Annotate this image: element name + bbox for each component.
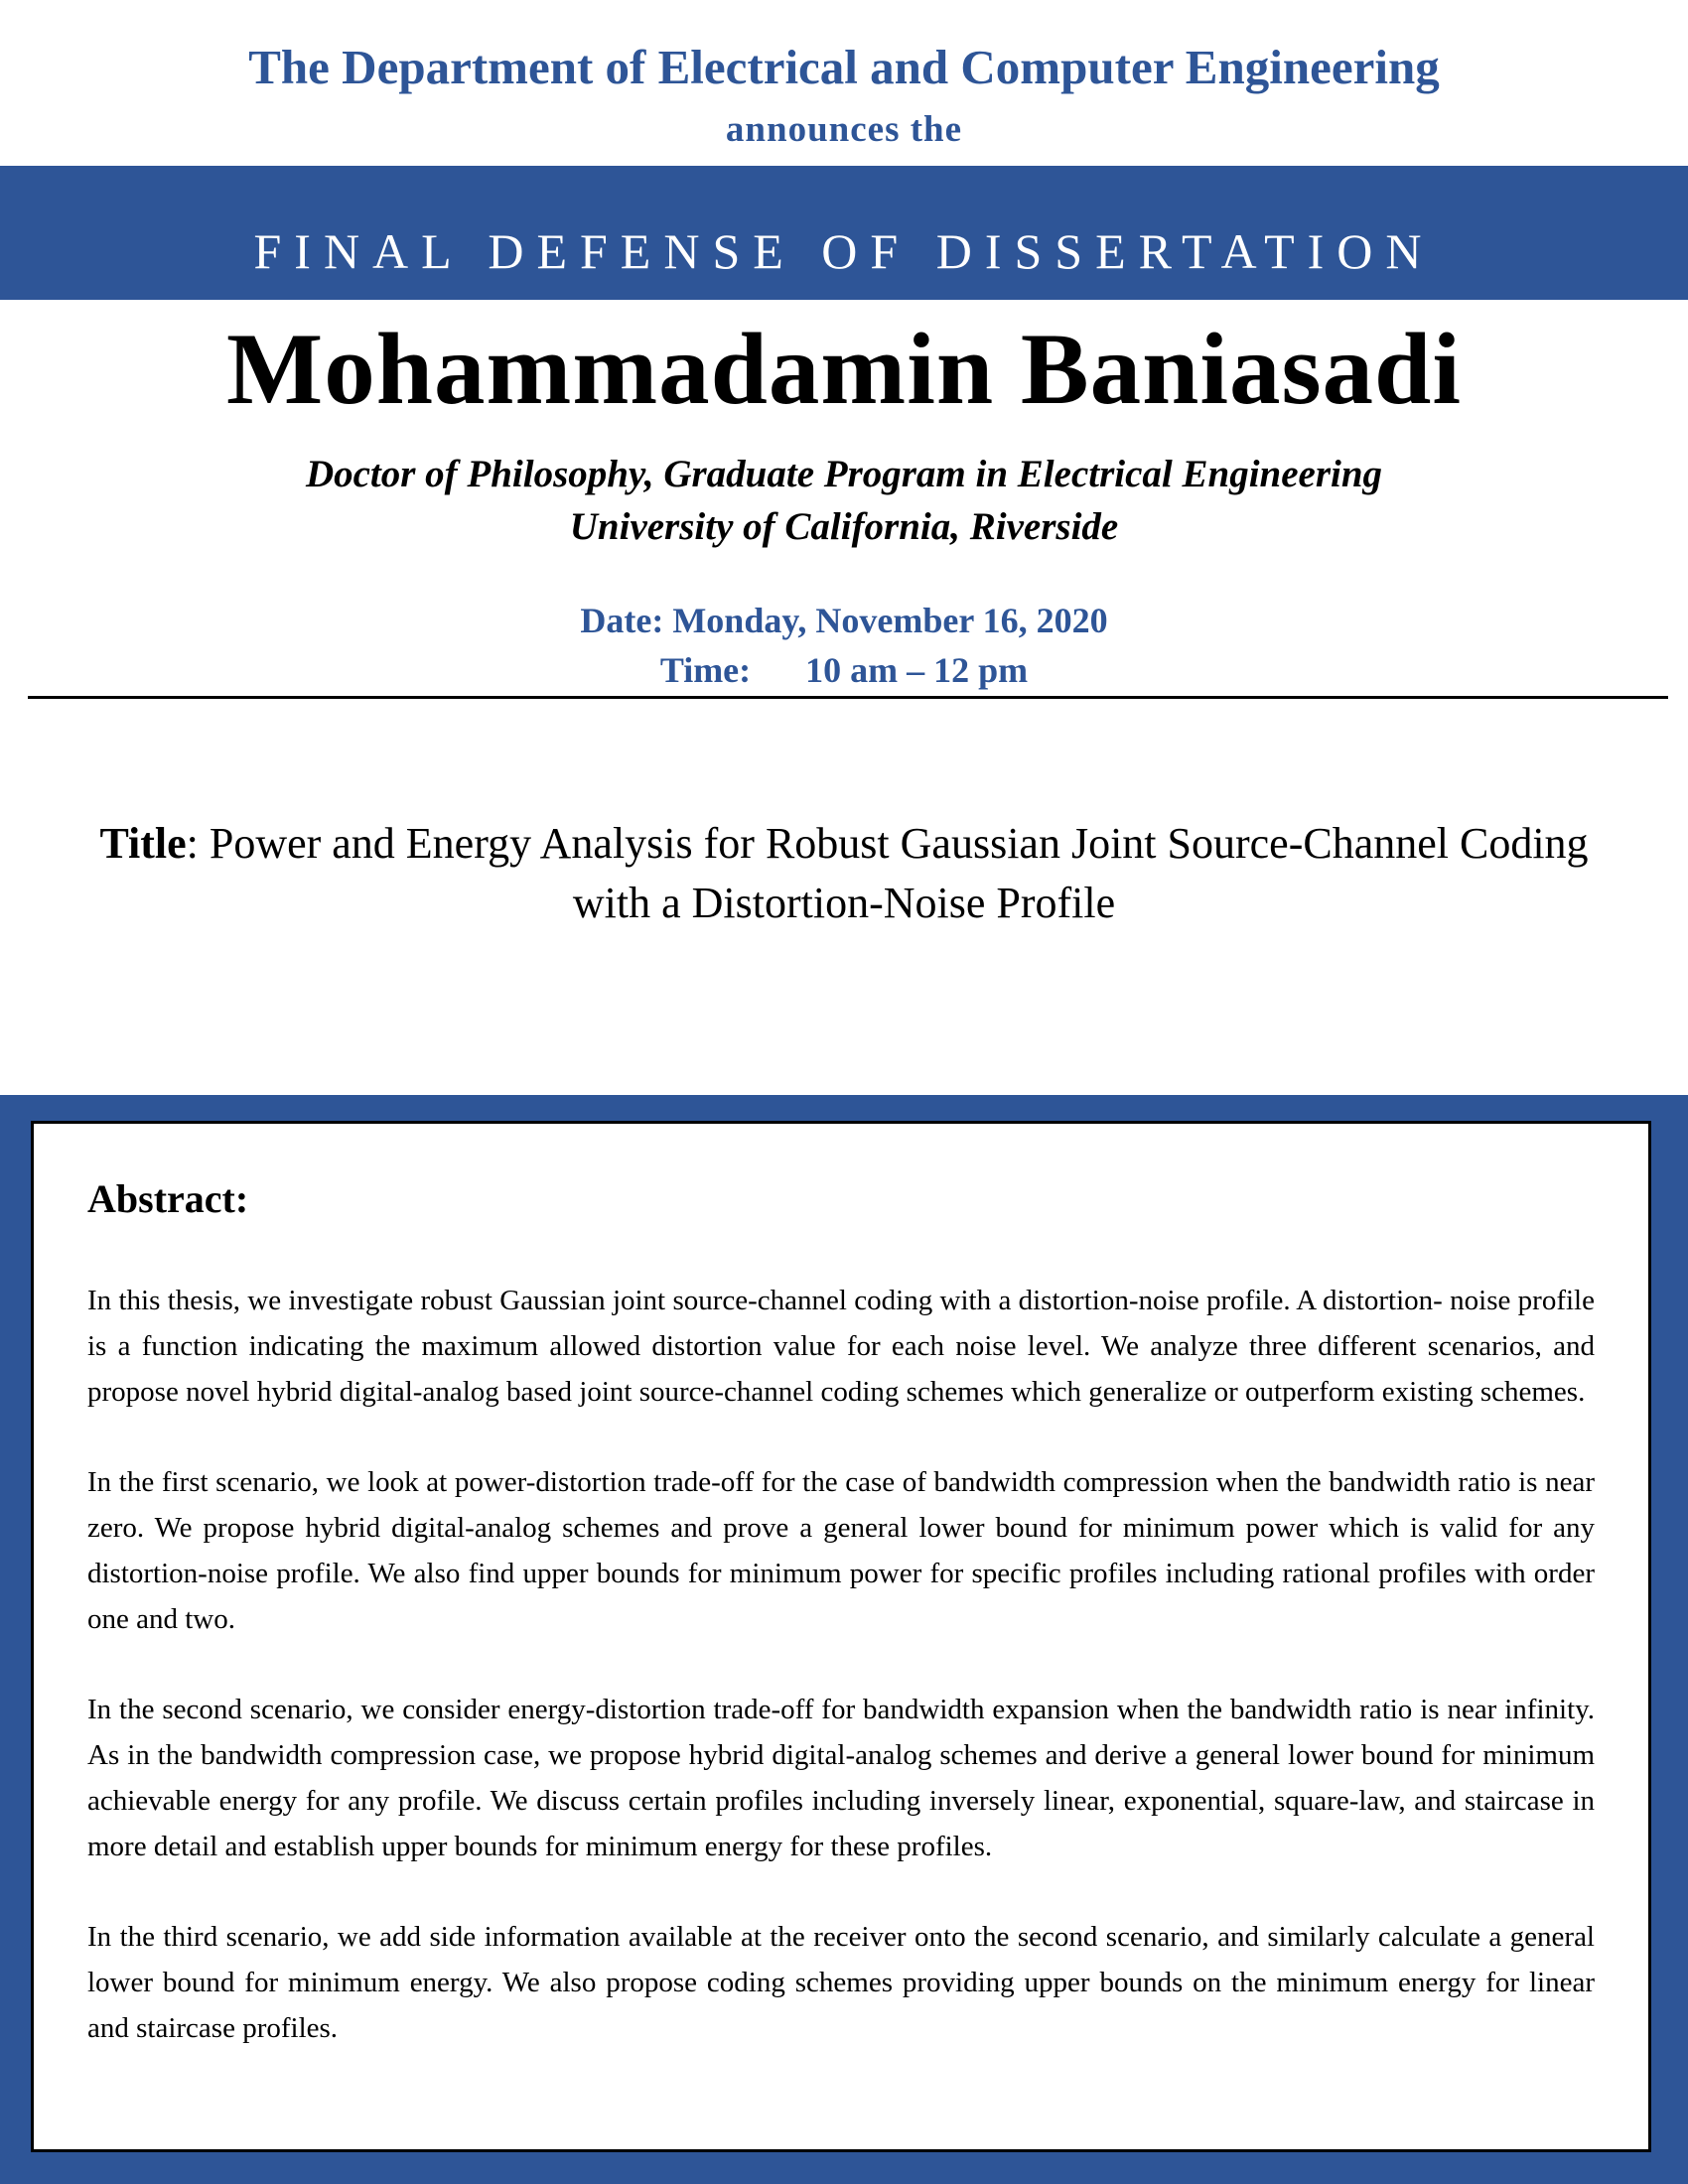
abstract-heading: Abstract:	[87, 1176, 249, 1221]
title-text: : Power and Energy Analysis for Robust Gaussian Joint Source-Channel Coding with a Distortion-Noise Profile	[186, 819, 1589, 927]
time-label: Time:	[659, 650, 752, 690]
defense-date	[0, 597, 1688, 644]
abstract-body	[87, 1278, 1595, 2096]
banner-title: FINAL DEFENSE OF DISSERTATION	[253, 223, 1435, 279]
candidate-name: Mohammadamin Baniasadi	[226, 313, 1462, 426]
abstract-paragraph: In the first scenario, we look at power-distortion trade-off for the case of bandwidth compression when the bandwidth ratio is near zero. We propose hybrid digital-analog schemes and prove a general lower bound for minimum power which is valid for any distortion-noise profile. We also find upper bounds for minimum power for specific profiles including rational profiles with order one and two.	[87, 1466, 1595, 1635]
department-heading: The Department of Electrical and Computer Engineering	[248, 40, 1440, 94]
defense-banner	[0, 166, 1688, 300]
date-value: Monday, November 16, 2020	[672, 601, 1108, 640]
announces-text: announces the	[725, 109, 963, 150]
defense-time	[0, 646, 1688, 694]
date-label: Date:	[580, 601, 664, 640]
abstract-paragraph: In this thesis, we investigate robust Gaussian joint source-channel coding with a distortion-noise profile. A distortion- noise profile is a function indicating the maximum allowed distortion value for each noise level. We analyze three different scenarios, and propose novel hybrid digital-analog based joint source-channel coding schemes which generalize or outperform existing schemes.	[87, 1285, 1595, 1408]
abstract-paragraph: In the second scenario, we consider energy-distortion trade-off for bandwidth expansion when the bandwidth ratio is near infinity. As in the bandwidth compression case, we propose hybrid digital-analog schemes and derive a general lower bound for minimum achievable energy for any profile. We discuss certain profiles including inversely linear, exponential, square-law, and staircase in more detail and establish upper bounds for minimum energy for these profiles.	[87, 1694, 1595, 1862]
degree-program: Doctor of Philosophy, Graduate Program in Electrical Engineering	[305, 453, 1383, 495]
abstract-box	[31, 1121, 1651, 2152]
dissertation-title	[60, 814, 1628, 933]
time-value: 10 am – 12 pm	[805, 650, 1029, 690]
abstract-frame	[0, 1095, 1688, 2184]
abstract-paragraph: In the third scenario, we add side information available at the receiver onto the second scenario, and similarly calculate a general lower bound for minimum energy. We also propose coding schemes providing upper bounds on the minimum energy for linear and staircase profiles.	[87, 1921, 1595, 2044]
divider-line	[28, 696, 1668, 699]
title-label: Title	[99, 819, 187, 868]
university-name: University of California, Riverside	[569, 505, 1119, 548]
